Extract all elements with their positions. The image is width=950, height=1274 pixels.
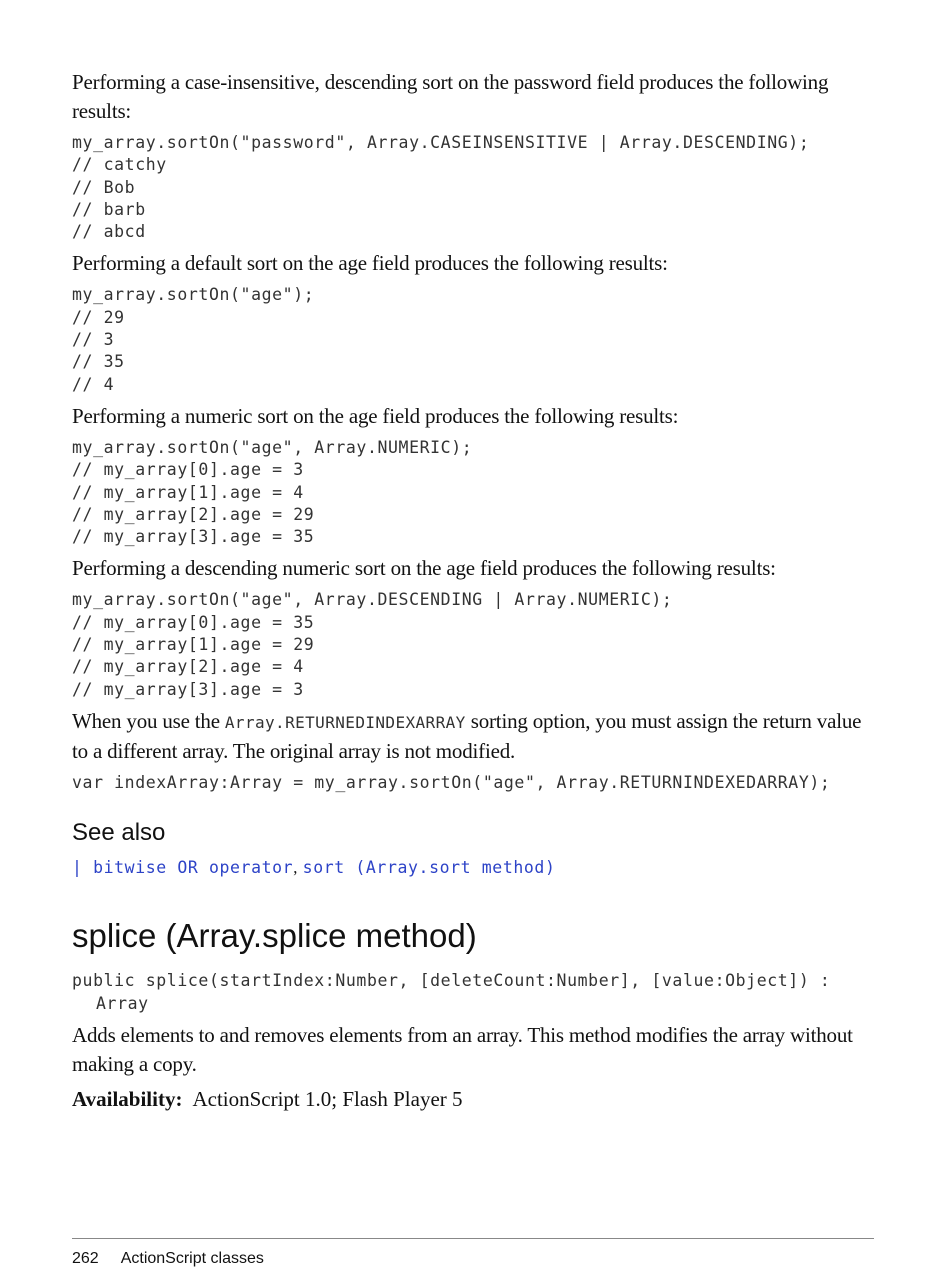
page-footer [72, 1250, 264, 1268]
footer-divider [72, 1238, 874, 1239]
code-block-default-age-sort [72, 284, 872, 395]
link-array-sort-method[interactable]: sort (Array.sort method) [302, 858, 556, 878]
page-number: 262 [72, 1250, 99, 1267]
code-line: // my_array[3].age = 35 [72, 527, 315, 547]
signature-line-continued: Array [96, 993, 149, 1013]
code-line: // catchy [72, 155, 167, 175]
signature-line: public splice(startIndex:Number, [deleteCount:Number], [value:Object]) : [72, 971, 831, 991]
page-content [72, 68, 872, 1114]
text-after: sorting option, you must assign the return value to a different array. The original array is not modified. [72, 708, 862, 763]
code-block-numeric-age-sort [72, 437, 872, 548]
link-separator: , [293, 858, 303, 878]
code-line: // my_array[0].age = 3 [72, 460, 304, 480]
availability-label: Availability: [72, 1086, 183, 1111]
code-line: // barb [72, 199, 146, 219]
footer-section-name: ActionScript classes [120, 1250, 264, 1267]
code-line: // Bob [72, 177, 136, 197]
code-line: // my_array[1].age = 4 [72, 482, 304, 502]
code-line: // 3 [72, 330, 115, 350]
paragraph-numeric-sort: Performing a numeric sort on the age field produces the following results: [72, 403, 679, 428]
inline-code-returnedindexarray: Array.RETURNEDINDEXARRAY [224, 712, 466, 732]
code-block-index-array [72, 772, 872, 794]
code-line: // abcd [72, 222, 146, 242]
paragraph-case-insensitive-sort: Performing a case-insensitive, descending sort on the password field produces the following results: [72, 70, 829, 123]
code-line: my_array.sortOn("password", Array.CASEINSENSITIVE | Array.DESCENDING); [72, 133, 810, 152]
availability [72, 1085, 872, 1114]
code-line: my_array.sortOn("age"); [72, 285, 315, 305]
paragraph-returnedindexarray [72, 707, 872, 766]
splice-method-title: splice (Array.splice method) [72, 917, 477, 955]
splice-signature [72, 970, 872, 1015]
code-line: // 35 [72, 352, 125, 372]
paragraph-default-sort: Performing a default sort on the age field produces the following results: [72, 251, 668, 276]
code-line: // 4 [72, 374, 115, 394]
code-block-descending-numeric-sort [72, 589, 872, 700]
code-block-password-sort [72, 132, 872, 243]
text-before: When you use the [72, 708, 225, 733]
code-line: // my_array[3].age = 3 [72, 679, 304, 699]
paragraph-descending-numeric-sort: Performing a descending numeric sort on the age field produces the following results: [72, 556, 776, 581]
availability-value: ActionScript 1.0; Flash Player 5 [192, 1086, 463, 1111]
see-also-links [72, 856, 872, 880]
code-line: // my_array[2].age = 29 [72, 504, 315, 524]
code-line: var indexArray:Array = my_array.sortOn("age", Array.RETURNINDEXEDARRAY); [72, 772, 831, 792]
code-line: my_array.sortOn("age", Array.NUMERIC); [72, 437, 473, 457]
code-line: // 29 [72, 307, 125, 327]
code-line: my_array.sortOn("age", Array.DESCENDING | Array.NUMERIC); [72, 590, 673, 610]
code-line: // my_array[1].age = 29 [72, 635, 315, 655]
code-line: // my_array[0].age = 35 [72, 612, 315, 632]
see-also-heading: See also [72, 819, 166, 847]
code-line: // my_array[2].age = 4 [72, 657, 304, 677]
link-bitwise-or-operator[interactable]: | bitwise OR operator [72, 858, 294, 878]
splice-description: Adds elements to and removes elements from an array. This method modifies the array without making a copy. [72, 1022, 853, 1076]
